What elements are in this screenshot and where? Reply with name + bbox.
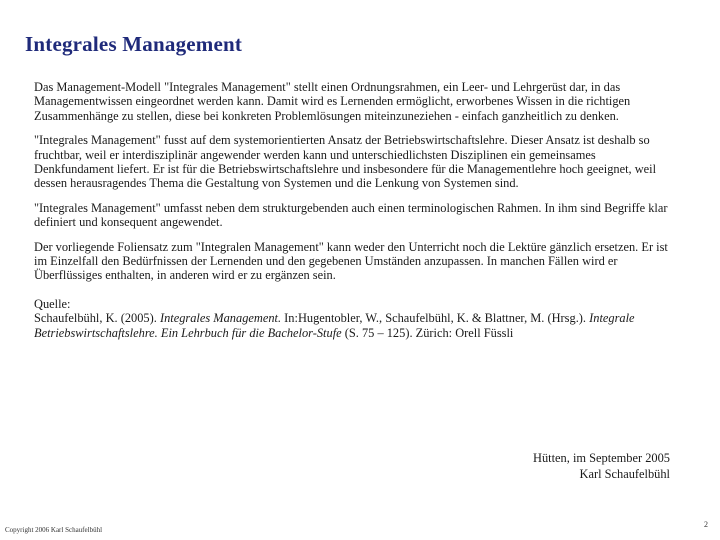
paragraph-usage-note: Der vorliegende Foliensatz zum "Integralen Management" kann weder den Unterricht noch die Lektüre gänzlich ersetzen. Er ist im Einzelfall den Bedürfnissen der Lernenden und den gegebenen Umständen anzupassen. In manchen Fällen wird er Überflüssiges enthalten, in anderen wird er zu ergänzen sein. [34,239,668,283]
paragraph-intro: Das Management-Modell "Integrales Management" stellt einen Ordnungsrahmen, ein Leer- und Lehrgerüst dar, in das Managementwissen eingeordnet werden kann. Damit wird es Lernenden ermöglicht, erworbenes Wissen in die richtigen Zusammenhänge zu stellen, diese bei konkreten Problemlösungen miteinzuneziehen - einfach ganzheitlich zu denken. [34,80,631,123]
source-publisher: (S. 75 – 125). Zürich: Orell Füssli [341,325,514,340]
paragraph-system-approach: "Integrales Management" fusst auf dem systemorientierten Ansatz der Betriebswirtschaftslehre. Dieser Ansatz ist deshalb so fruchtbar, weil er interdisziplinär angewender werden kann und unterschiedlichsten Disziplinen ein gemeinsames Denkfundament liefert. Er ist für die Betriebswirtschaftslehre und insbesondere für die Managementlehre hoch geeignet, weil dessen herausragendes Thema die Gestaltung von Systemen und die Lenkung von Systemen sind. [34,133,657,191]
source-editors: In:Hugentobler, W., Schaufelbühl, K. & Blattner, M. (Hrsg.). [281,311,590,326]
slide-title: Integrales Management [25,32,243,56]
signature-block [533,450,670,482]
copyright-footer: Copyright 2006 Karl Schaufelbühl [5,526,103,534]
source-citation [34,297,670,340]
slide-body [34,80,670,340]
source-title-2: Integrale Betriebswirtschaftslehre. Ein Lehrbuch für die Bachelor-Stufe [34,311,635,340]
signature-name: Karl Schaufelbühl [579,467,670,481]
page-number: 2 [704,520,708,529]
paragraph-terminology: "Integrales Management" umfasst neben dem strukturgebenden auch einen terminologischen Rahmen. In ihm sind Begriffe klar definiert und konsequent angewendet. [34,200,668,230]
source-label: Quelle: [34,296,71,311]
source-author: Schaufelbühl, K. (2005). [34,311,160,326]
signature-place-date: Hütten, im September 2005 [533,451,670,465]
source-title-1: Integrales Management. [159,311,282,326]
